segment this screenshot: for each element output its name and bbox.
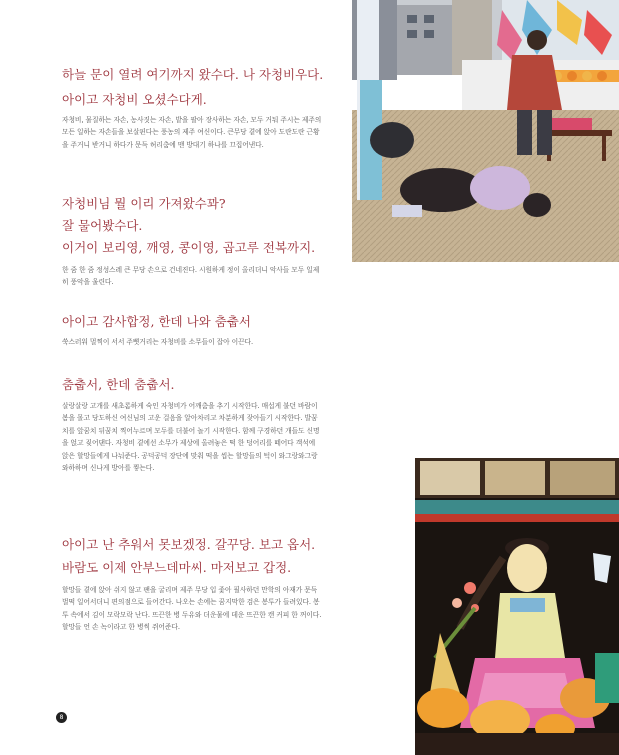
section-4-heading: 춤춥서, 한데 춤춥서. — [62, 377, 175, 392]
section-2-heading-3: 이거이 보리영, 깨영, 콩이영, 곱고루 전복까지. — [62, 240, 316, 255]
section-1-body: 자청비, 물질하는 자손, 농사짓는 자손, 밭을 팔아 장사하는 자손, 모두 거둬 주시는 제주의 모든 일하는 자손들을 보살핀다는 풍농의 제주 여신이다. 큰무당 곁에 앉아 도란도란 근황을 주거니 받거니 하다가 문득 허리춤에 맨 방대기 하나를 끄집어낸다. — [62, 116, 322, 149]
section-2-heading-2: 잘 물어봤수다. — [62, 218, 143, 233]
section-4-body: 살랑살랑 고개를 새초롬하게 숙인 자청비가 어깨춤을 추기 시작한다. 매섭게 불던 바람이 봄을 몰고 당도하신 여신님의 고운 걸음을 알아차리고 차분하게 잦아들기 시작한다. 발꿈치를 앞꿈치 뒤꿈치 찍어누르며 모두를 더불어 놀기 시작한다. 함께 구경하던 개들도 신명을 얹고 짖어댄다. 자청비 곁에선 소무가 제상에 올려놓은 떡 한 덩어리를 떼어다 객석에 앉은 할망들에게 나눠준다. 공덕공덕 장단에 맞춰 떡을 씹는 할망들의 턱이 와그랑와그랑 와하하며 신나게 방아를 찧는다. — [62, 402, 320, 473]
section-5-body: 할망들 곁에 앉아 쉬지 않고 팬을 굴리며 제주 무당 입 좇아 필사하던 만학의 아재가 문득 벌떡 일어서더니 편의점으로 들어간다. 나오는 손에는 꿈지막한 검은 봉투가 들려있다. 봉투 속에서 김이 모락모락 난다. 뜨끈한 병 두유와 더운물에 데운 뜨끈한 캔 커피 한 꺼이다. 할망들 언 손 녹이라고 한 병씩 쥐어준다. — [62, 586, 322, 632]
section-1-heading-2: 아이고 자청비 오셨수다게. — [62, 92, 207, 107]
goddess-lantern-photo — [415, 458, 619, 755]
section-3-heading: 아이고 감사합정, 한데 나와 춤춥서 — [62, 314, 251, 329]
section-2-body: 한 줌 한 줌 정성스레 큰 무당 손으로 건네진다. 시원하게 정이 올리더니 악사들 모두 일제히 풍악을 울린다. — [62, 266, 320, 287]
section-5-heading-1: 아이고 난 추워서 못보겠정. 갈꾸당. 보고 옵서. — [62, 537, 316, 552]
ritual-bowing-photo — [352, 0, 619, 262]
page-number: 8 — [56, 712, 67, 723]
section-1-heading-1: 하늘 문이 열려 여기까지 왔수다. 나 자청비우다. — [62, 67, 324, 82]
section-5-heading-2: 바람도 이제 안부느데마씨. 마저보고 갑정. — [62, 560, 292, 575]
section-2-heading-1: 자청비님 뭘 이리 가져왔수꽈? — [62, 196, 226, 211]
section-3-body: 쑥스러워 멀찍이 서서 주뼛거리는 자청비를 소무들이 잡아 이끈다. — [62, 338, 254, 346]
